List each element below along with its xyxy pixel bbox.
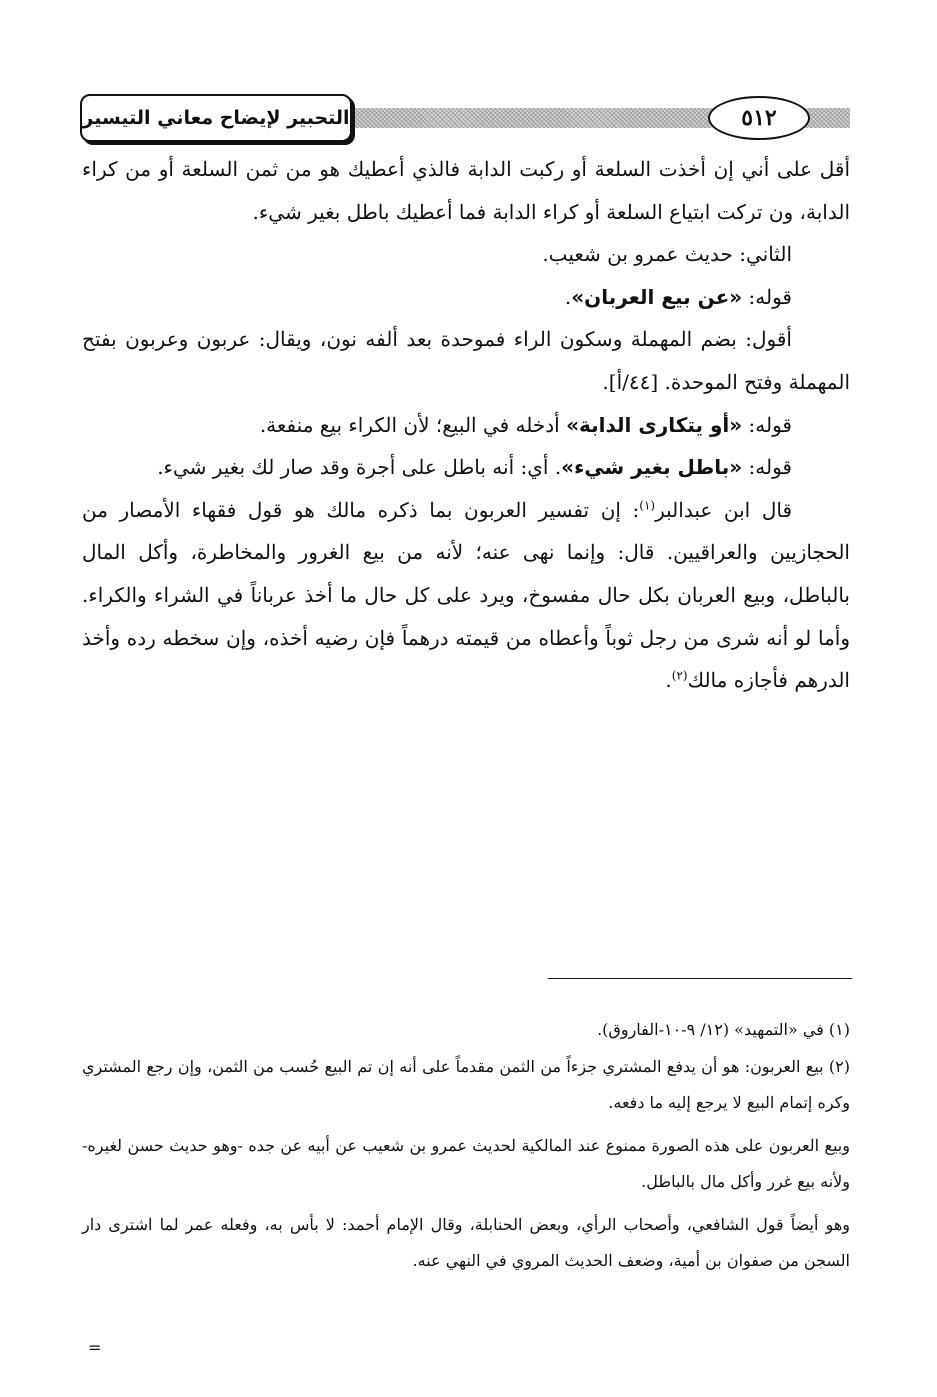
- footnotes: [82, 1012, 850, 1280]
- book-title: التحبير لإيضاح معاني التيسير: [80, 94, 352, 142]
- footnote-ref-1[interactable]: (١): [639, 498, 656, 513]
- paragraph-7: [82, 489, 850, 702]
- page-number: ٥١٢: [708, 96, 810, 140]
- paragraph-3: [82, 276, 850, 319]
- paragraph-6-prefix: قوله:: [742, 455, 792, 480]
- paragraph-5-prefix: قوله:: [742, 412, 792, 437]
- paragraph-5-suffix: أدخله في البيع؛ لأن الكراء بيع منفعة.: [259, 412, 567, 437]
- footnote-separator: [548, 978, 852, 979]
- paragraph-5: [82, 404, 850, 447]
- main-text: [82, 148, 850, 702]
- page-header: [80, 90, 850, 146]
- paragraph-3-prefix: قوله:: [742, 284, 792, 309]
- paragraph-5-quote: «أو يتكارى الدابة»: [566, 412, 743, 437]
- paragraph-6-suffix: . أي: أنه باطل على أجرة وقد صار لك بغير شيء.: [157, 455, 562, 480]
- footnote-2-continued-a: وبيع العربون على هذه الصورة ممنوع عند المالكية لحديث عمرو بن شعيب عن أبيه عن جده -وهو حديث حسن لغيره- ولأنه بيع غرر وأكل مال بالباطل.: [82, 1135, 850, 1191]
- paragraph-7-part1: قال ابن عبدالبر: [655, 497, 793, 522]
- paragraph-1: أقل على أني إن أخذت السلعة أو ركبت الدابة فالذي أعطيك هو من ثمن السلعة أو من كراء الدابة، ون تركت ابتياع السلعة أو كراء الدابة فما أعطيك باطل بغير شيء.: [82, 157, 850, 224]
- continuation-mark: =: [88, 1338, 102, 1357]
- paragraph-3-quote: «عن بيع العربان»: [571, 284, 743, 309]
- paragraph-7-part2: : إن تفسير العربون بما ذكره مالك هو قول فقهاء الأمصار من الحجازيين والعراقيين. قال: وإنما نهى عنه؛ لأنه من بيع الغرور والمخاطرة، وأكل المال بالباطل، وبيع العربان بكل حال مفسوخ، ويرد على كل حال ما أخذ عرباناً في الشراء والكراء. وأما لو أنه شرى من رجل ثوباً وأعطاه من قيمته درهماً فإن رضيه أخذه، وإن سخطه رده وأخذ الدرهم فأجازه مالك: [82, 497, 850, 693]
- paragraph-7-part3: .: [665, 668, 672, 693]
- footnote-2: (٢) بيع العربون: هو أن يدفع المشتري جزءاً من الثمن مقدماً على أنه إن تم البيع حُسب من الثمن، وإن رجع المشتري وكره إتمام البيع لا يرجع إليه ما دفعه.: [82, 1056, 851, 1112]
- paragraph-3-suffix: .: [564, 284, 572, 309]
- footnote-2-continued-b: وهو أيضاً قول الشافعي، وأصحاب الرأي، وبعض الحنابلة، وقال الإمام أحمد: لا بأس به، وفعله عمر لما اشترى دار السجن من صفوان بن أمية، وضعف الحديث المروي في النهي عنه.: [82, 1214, 850, 1270]
- footnote-ref-2[interactable]: (٢): [671, 668, 688, 683]
- paragraph-6-quote: «باطل بغير شيء»: [561, 455, 743, 480]
- paragraph-6: [82, 446, 850, 489]
- paragraph-2: الثاني: حديث عمرو بن شعيب.: [542, 242, 792, 267]
- paragraph-4: أقول: بضم المهملة وسكون الراء فموحدة بعد ألفه نون، ويقال: عربون وعربون بفتح المهملة وفتح الموحدة. [٤٤/أ].: [82, 327, 850, 394]
- footnote-1: (١) في «التمهيد» (١٢/ ٩-١٠-الفاروق).: [597, 1020, 850, 1039]
